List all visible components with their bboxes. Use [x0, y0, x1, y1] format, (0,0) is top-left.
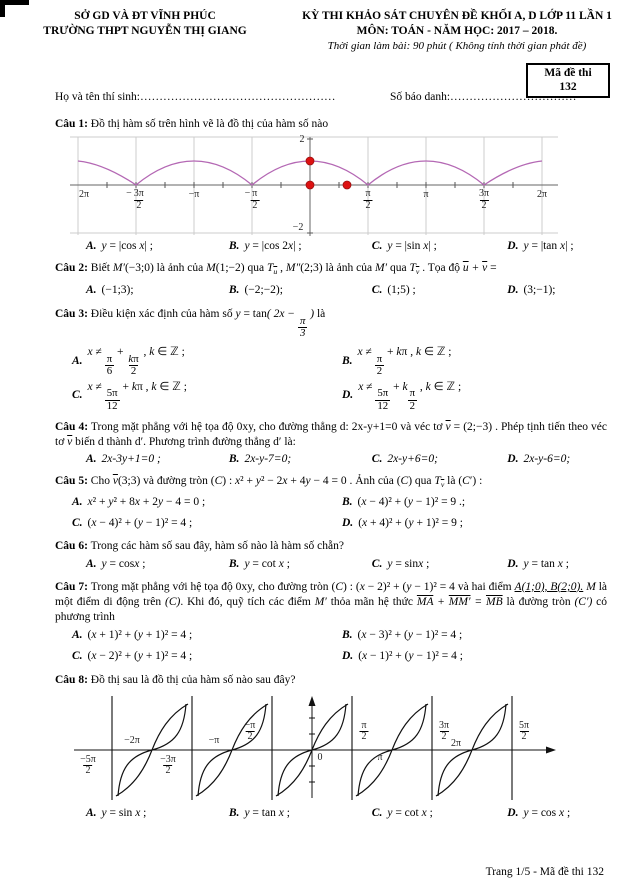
q4-number: Câu 4: — [55, 421, 89, 434]
q8-options — [86, 806, 612, 821]
question-5 — [55, 474, 607, 490]
q8-option-a: A. y = sin x ; — [86, 806, 147, 819]
student-name-line: Họ và tên thí sinh:…………………………………………… — [55, 90, 336, 103]
q5-option-d: D. (x + 4)² + (y + 1)² = 9 ; — [342, 517, 463, 530]
q4-option-a: A. 2x-3y+1=0 ; — [86, 453, 161, 466]
q1-option-a: A. y = |cos x| ; — [86, 240, 153, 253]
q7-option-a: A. (x + 1)² + (y + 1)² = 4 ; — [72, 629, 193, 642]
exam-subject-year: MÔN: TOÁN - NĂM HỌC: 2017 – 2018. — [356, 25, 558, 38]
exam-duration: Thời gian làm bài: 90 phút ( Không tính thời gian phát đề) — [327, 40, 587, 53]
q1-graph-svg — [68, 135, 560, 237]
q1-option-d: D. y = |tan x| ; — [507, 240, 574, 253]
page-footer: Trang 1/5 - Mã đề thi 132 — [485, 865, 604, 878]
q2-option-d: D. (3;−1); — [507, 283, 556, 296]
x-axis-arrow — [546, 746, 556, 753]
exam-title: KỲ THI KHẢO SÁT CHUYÊN ĐỀ KHỐI A, D LỚP 11 LẦN 1 — [302, 10, 612, 22]
q7-option-c: C. (x − 2)² + (y + 1)² = 4 ; — [72, 650, 193, 663]
q1-option-b: B. y = |cos 2x| ; — [228, 240, 302, 253]
question-2 — [55, 261, 607, 277]
q3-options — [72, 345, 612, 412]
student-id-line: Số báo danh:…………………………… — [390, 90, 577, 103]
exam-code-value: 132 — [559, 81, 577, 94]
q7-option-d: D. (x − 1)² + (y − 1)² = 4 ; — [342, 650, 463, 663]
question-1 — [55, 117, 607, 132]
question-3 — [55, 307, 607, 339]
q4-option-c: C. 2x-y+6=0; — [371, 453, 438, 466]
x-tick-label: 2π — [78, 189, 90, 201]
q3-option-a: A. x ≠ $\frac{\pi}{6}$ + $\frac{k\pi}{2}$ , k ∈ ℤ ; — [72, 346, 185, 378]
zero-label: −2π — [124, 734, 140, 746]
q7-number: Câu 7: — [55, 580, 88, 593]
q2-options — [86, 283, 612, 298]
q2-option-c: C. (1;5) ; — [371, 283, 416, 296]
question-7 — [55, 580, 607, 626]
q1-options — [86, 239, 612, 254]
zero-label: 0 — [317, 751, 323, 763]
q6-option-b: B. y = cot x ; — [228, 557, 290, 570]
exam-code-box — [526, 63, 610, 98]
q3-option-d: D. x ≠ $\frac{5\pi}{12}$ + k $\frac{\pi}{2}$ , k ∈ ℤ ; — [342, 380, 462, 412]
zero-label: 2π — [450, 737, 462, 749]
q5-text: Cho $\overline{v}(3;3)$ và đường tròn (C) : x² + y² − 2x + 4y − 4 = 0 . Ảnh của (C) qua $T_{\overline{v}}$ là (C′) : — [90, 474, 483, 489]
zero-label: −π — [208, 734, 220, 746]
x-tick-label: − $\frac{3\pi}{2}$ — [126, 188, 144, 211]
q4-options — [86, 452, 612, 467]
q7-option-b: B. (x − 3)² + (y − 1)² = 4 ; — [342, 629, 463, 642]
axis-label: $\frac{5\pi}{2}$ — [518, 719, 530, 743]
q1-number: Câu 1: — [55, 118, 88, 131]
q3-option-c: C. x ≠ $\frac{5\pi}{12}$ + kπ , k ∈ ℤ ; — [72, 380, 187, 412]
q2-text: Biết M′(−3;0) là ảnh của M(1;−2) qua $T_{\overline{u}}$ , M″(2;3) là ảnh của M′ qua $T_{\overline{v}}$ . Tọa độ $\overline{u} + \overline{v}$ = — [90, 262, 497, 277]
q8-graph — [62, 694, 562, 802]
x-tick-label: $\frac{3\pi}{2}$ — [478, 188, 490, 211]
q6-option-c: C. y = sinx ; — [371, 557, 430, 570]
q4-text: Trong mặt phẳng với hệ tọa độ 0xy, cho đường thẳng d: 2x-y+1=0 và véc tơ $\overline{v}$ = (2;−3) . Phép tịnh tiến theo véc tơ $\overline{v}$ biến d thành d′. Phương trình đường thẳng d′ là: — [55, 421, 607, 449]
q5-option-a: A. x² + y² + 8x + 2y − 4 = 0 ; — [72, 496, 206, 509]
q4-option-d: D. 2x-y-6=0; — [507, 453, 571, 466]
q3-option-b: B. x ≠ $\frac{\pi}{2}$ + kπ , k ∈ ℤ ; — [342, 346, 452, 378]
zero-label: π — [377, 751, 383, 763]
q1-option-c: C. y = |sin x| ; — [371, 240, 437, 253]
q6-option-d: D. y = tan x ; — [507, 557, 569, 570]
q1-graph — [68, 135, 560, 237]
q8-number: Câu 8: — [55, 673, 88, 686]
candidate-info-row — [55, 90, 607, 105]
axis-label: $\frac{-\pi}{2}$ — [244, 719, 256, 743]
axis-label: $\frac{-3\pi}{2}$ — [160, 753, 176, 777]
exam-code-label: Mã đề thi — [544, 67, 592, 79]
q5-option-c: C. (x − 4)² + (y − 1)² = 4 ; — [72, 517, 193, 530]
q2-number: Câu 2: — [55, 262, 88, 275]
header — [0, 0, 632, 54]
q5-number: Câu 5: — [55, 474, 88, 487]
x-tick-label: $\frac{\pi}{2}$ — [365, 188, 371, 211]
q4-option-b: B. 2x-y-7=0; — [228, 453, 292, 466]
y-tick-label: −2 — [292, 222, 304, 234]
q6-number: Câu 6: — [55, 540, 88, 553]
q2-option-b: B. (−2;−2); — [228, 283, 283, 296]
marked-points — [306, 157, 351, 189]
q6-option-a: A. y = cosx ; — [86, 557, 146, 570]
x-tick-label: 2π — [536, 189, 548, 201]
y-axis-arrow — [309, 696, 316, 706]
y-tick-label: 2 — [299, 134, 305, 146]
q3-text: Điều kiện xác định của hàm số y = tan( 2x − $\frac{\pi}{3}$ ) là — [90, 307, 326, 340]
corner-mark — [0, 0, 29, 17]
q7-options — [72, 628, 612, 664]
question-8 — [55, 673, 607, 688]
department-name: SỞ GD VÀ ĐT VĨNH PHÚC — [74, 10, 216, 22]
q8-option-b: B. y = tan x ; — [228, 806, 290, 819]
axis-label: $\frac{3\pi}{2}$ — [438, 719, 450, 743]
q8-text: Đồ thị sau là đồ thị của hàm số nào sau đây? — [90, 673, 296, 686]
q8-option-c: C. y = cot x ; — [371, 806, 433, 819]
q7-text: Trong mặt phẳng với hệ tọa độ 0xy, cho đường tròn (C) : (x − 2)² + (y − 1)² = 4 và hai điểm A(1;0), B(2;0). M là một điểm di động trên (C). Khi đó, quỹ tích các điểm M′ thỏa mãn hệ thức $\overline{MA} + MM' = \overline{MB}$ là đường tròn (C′) có phương trình — [55, 580, 608, 624]
q6-options — [86, 557, 612, 572]
q5-option-b: B. (x − 4)² + (y − 1)² = 9 .; — [342, 496, 466, 509]
x-tick-label: −π — [188, 189, 200, 201]
school-name: TRƯỜNG THPT NGUYỄN THỊ GIANG — [43, 25, 247, 38]
q8-option-d: D. y = cos x ; — [507, 806, 571, 819]
q5-options — [72, 495, 612, 531]
question-4 — [55, 420, 607, 450]
x-tick-label: − $\frac{\pi}{2}$ — [244, 188, 258, 211]
q2-option-a: A. (−1;3); — [86, 283, 134, 296]
q6-text: Trong các hàm số sau đây, hàm số nào là hàm số chẵn? — [90, 540, 344, 553]
axis-label: $\frac{-5\pi}{2}$ — [80, 753, 96, 777]
question-6 — [55, 539, 607, 554]
q8-graph-svg — [62, 694, 562, 802]
x-tick-label: π — [423, 189, 429, 201]
q1-text: Đồ thị hàm số trên hình vẽ là đồ thị của hàm số nào — [90, 118, 329, 131]
q3-number: Câu 3: — [55, 307, 88, 320]
axis-label: $\frac{\pi}{2}$ — [361, 719, 367, 743]
